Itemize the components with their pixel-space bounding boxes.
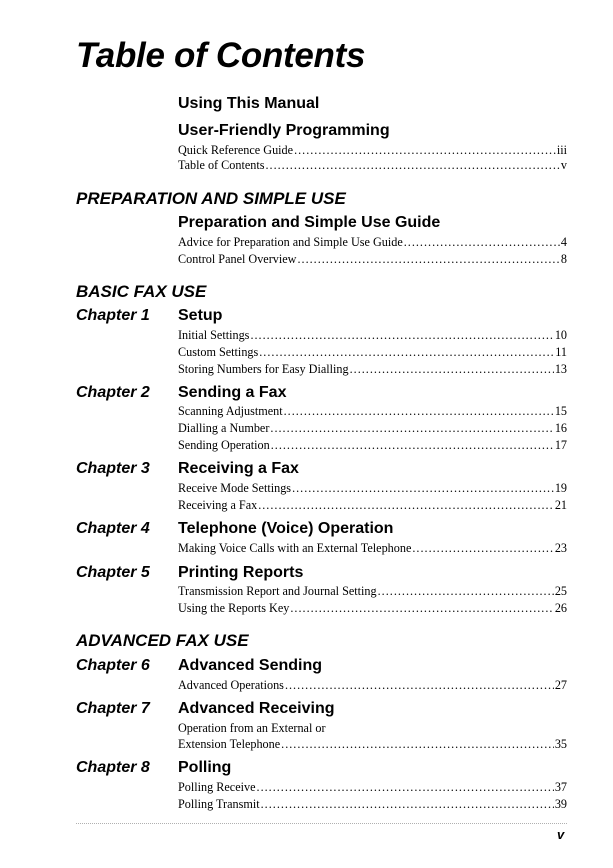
- dot-leader: [261, 797, 554, 811]
- dot-leader: [270, 421, 553, 435]
- toc-entry[interactable]: [178, 143, 567, 157]
- entry-label: Advice for Preparation and Simple Use Guide: [178, 235, 403, 249]
- toc-entry[interactable]: [178, 780, 567, 794]
- toc-entry[interactable]: [178, 438, 567, 452]
- chapter-label: Chapter 6: [76, 657, 150, 674]
- dot-leader: [290, 601, 553, 615]
- chapter-label: Chapter 3: [76, 460, 150, 477]
- entry-page: 37: [554, 780, 567, 794]
- entry-page: 10: [554, 328, 567, 342]
- entry-label: Storing Numbers for Easy Dialling: [178, 362, 349, 376]
- entry-label: Polling Transmit: [178, 797, 260, 811]
- entry-label: Receive Mode Settings: [178, 481, 292, 495]
- dot-leader: [285, 678, 554, 692]
- entry-page: 13: [554, 362, 567, 376]
- section-using-this-manual[interactable]: Using This Manual: [178, 95, 320, 112]
- entry-label: Transmission Report and Journal Setting: [178, 584, 377, 598]
- toc-entry[interactable]: [178, 737, 567, 751]
- chapter-title[interactable]: Advanced Receiving: [178, 700, 335, 717]
- toc-entry[interactable]: [178, 481, 567, 495]
- toc-entry[interactable]: [178, 421, 567, 435]
- chapter-title[interactable]: Telephone (Voice) Operation: [178, 520, 394, 537]
- entry-label-line1: Operation from an External or: [178, 721, 326, 735]
- dot-leader: [350, 362, 554, 376]
- entry-page: 15: [554, 404, 567, 418]
- toc-entry[interactable]: [178, 584, 567, 598]
- dot-leader: [265, 158, 559, 172]
- section-user-friendly-programming[interactable]: User-Friendly Programming: [178, 122, 390, 139]
- entry-page: 4: [560, 235, 567, 249]
- dot-leader: [258, 498, 554, 512]
- toc-entry[interactable]: [178, 252, 567, 266]
- chapter-label: Chapter 2: [76, 384, 150, 401]
- entry-page: 27: [554, 678, 567, 692]
- page-number: v: [557, 827, 565, 842]
- entry-page: 26: [554, 601, 567, 615]
- dot-leader: [378, 584, 554, 598]
- dot-leader: [259, 345, 554, 359]
- chapter-label: Chapter 7: [76, 700, 150, 717]
- chapter-title[interactable]: Polling: [178, 759, 232, 776]
- group-heading-basic-fax: BASIC FAX USE: [76, 282, 207, 301]
- toc-entry[interactable]: [178, 362, 567, 376]
- entry-page: 11: [555, 345, 567, 359]
- entry-page: 17: [554, 438, 567, 452]
- entry-label: Polling Receive: [178, 780, 256, 794]
- chapter-title[interactable]: Advanced Sending: [178, 657, 323, 674]
- entry-label: Dialling a Number: [178, 421, 270, 435]
- entry-page: 25: [554, 584, 567, 598]
- toc-entry[interactable]: [178, 235, 567, 249]
- toc-entry[interactable]: [178, 601, 567, 615]
- toc-entry[interactable]: [178, 797, 567, 811]
- group-heading-preparation: PREPARATION AND SIMPLE USE: [76, 189, 346, 208]
- dot-leader: [292, 481, 554, 495]
- entry-page: iii: [556, 143, 567, 157]
- toc-entry[interactable]: [178, 328, 567, 342]
- entry-page: 35: [554, 737, 567, 751]
- chapter-title[interactable]: Setup: [178, 307, 223, 324]
- entry-label: Making Voice Calls with an External Telephone: [178, 541, 412, 555]
- toc-entry[interactable]: [178, 158, 567, 172]
- toc-entry[interactable]: [178, 404, 567, 418]
- dot-leader: [412, 541, 553, 555]
- entry-page: 39: [554, 797, 567, 811]
- toc-entry[interactable]: [178, 541, 567, 555]
- entry-label: Extension Telephone: [178, 737, 281, 751]
- entry-page: 23: [554, 541, 567, 555]
- chapter-title[interactable]: Printing Reports: [178, 564, 304, 581]
- chapter-label: Chapter 5: [76, 564, 150, 581]
- dot-leader: [294, 143, 556, 157]
- entry-page: 19: [554, 481, 567, 495]
- chapter-label: Chapter 4: [76, 520, 150, 537]
- entry-label: Receiving a Fax: [178, 498, 258, 512]
- page-title: Table of Contents: [76, 36, 366, 75]
- entry-label: Using the Reports Key: [178, 601, 290, 615]
- dot-leader: [284, 404, 554, 418]
- dot-leader: [297, 252, 559, 266]
- toc-entry[interactable]: [178, 678, 567, 692]
- entry-label: Scanning Adjustment: [178, 404, 283, 418]
- entry-label: Advanced Operations: [178, 678, 284, 692]
- entry-label: Sending Operation: [178, 438, 270, 452]
- dot-leader: [271, 438, 554, 452]
- entry-page: 16: [554, 421, 567, 435]
- entry-page: v: [560, 158, 567, 172]
- dot-leader: [404, 235, 560, 249]
- entry-label: Control Panel Overview: [178, 252, 297, 266]
- entry-label: Custom Settings: [178, 345, 259, 359]
- entry-page: 8: [560, 252, 567, 266]
- dot-leader: [257, 780, 554, 794]
- section-preparation-guide[interactable]: Preparation and Simple Use Guide: [178, 214, 441, 231]
- chapter-label: Chapter 8: [76, 759, 150, 776]
- dot-leader: [281, 737, 554, 751]
- chapter-label: Chapter 1: [76, 307, 150, 324]
- entry-page: 21: [554, 498, 567, 512]
- toc-entry[interactable]: [178, 345, 567, 359]
- entry-label: Table of Contents: [178, 158, 265, 172]
- entry-label: Initial Settings: [178, 328, 250, 342]
- footer-divider: [76, 823, 567, 824]
- dot-leader: [250, 328, 553, 342]
- entry-label: Quick Reference Guide: [178, 143, 294, 157]
- toc-entry[interactable]: [178, 498, 567, 512]
- chapter-title[interactable]: Receiving a Fax: [178, 460, 299, 477]
- group-heading-advanced-fax: ADVANCED FAX USE: [76, 631, 249, 650]
- chapter-title[interactable]: Sending a Fax: [178, 384, 287, 401]
